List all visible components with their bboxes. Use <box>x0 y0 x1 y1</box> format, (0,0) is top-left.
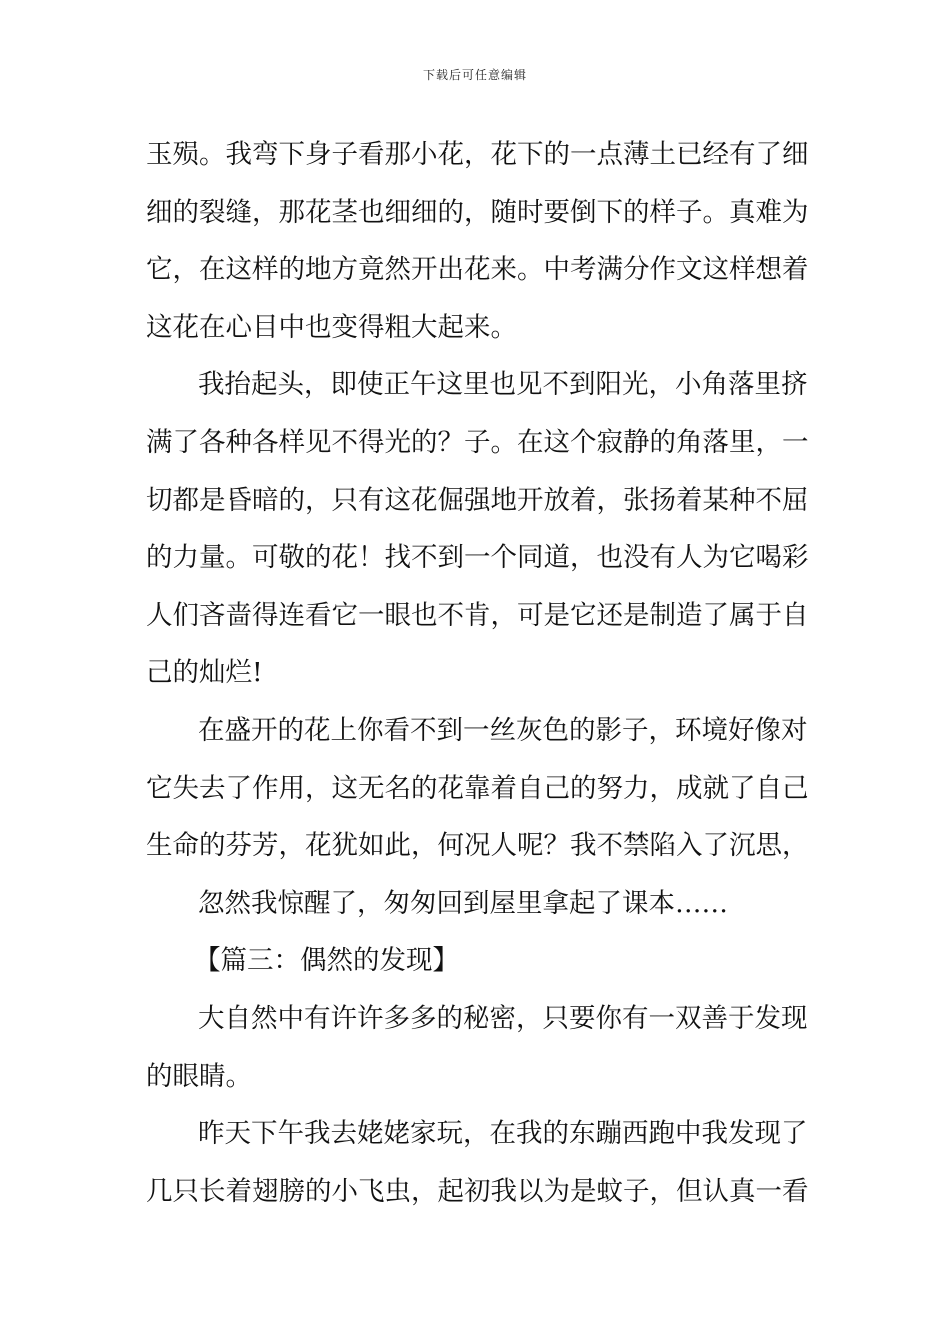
text-line: 人们吝啬得连看它一眼也不肯，可是它还是制造了属于自 <box>146 599 809 631</box>
text-line: 它，在这样的地方竟然开出花来。中考满分作文这样想着 <box>146 254 809 286</box>
text-line: 它失去了作用，这无名的花靠着自己的努力，成就了自己 <box>146 772 809 804</box>
text-line: 生命的芬芳，花犹如此，何况人呢？我不禁陷入了沉思， <box>146 830 809 862</box>
text-line: 昨天下午我去姥姥家玩，在我的东蹦西跑中我发现了 <box>198 1118 808 1150</box>
document-body <box>146 126 808 1220</box>
text-line: 己的灿烂! <box>146 657 263 689</box>
text-line: 的眼睛。 <box>146 1060 252 1092</box>
text-line: 满了各种各样见不得光的？子。在这个寂静的角落里，一 <box>146 426 809 458</box>
page-header: 下载后可任意编辑 <box>422 68 527 82</box>
text-line: 我抬起头，即使正午这里也见不到阳光，小角落里挤 <box>198 369 808 401</box>
text-line: 的力量。可敬的花！找不到一个同道，也没有人为它喝彩 <box>146 542 809 574</box>
text-line: 忽然我惊醒了，匆匆回到屋里拿起了课本…… <box>198 887 728 919</box>
text-line: 细的裂缝，那花茎也细细的，随时要倒下的样子。真难为 <box>146 196 809 228</box>
text-line: 切都是昏暗的，只有这花倔强地开放着，张扬着某种不屈 <box>146 484 809 516</box>
text-line: 玉殒。我弯下身子看那小花，花下的一点薄土已经有了细 <box>146 139 809 170</box>
text-line: 大自然中有许许多多的秘密，只要你有一双善于发现 <box>198 1002 808 1034</box>
text-line: 在盛开的花上你看不到一丝灰色的影子，环境好像对 <box>198 714 808 746</box>
section-heading: 【篇三：偶然的发现】 <box>194 945 459 977</box>
text-line: 几只长着翅膀的小飞虫，起初我以为是蚊子，但认真一看 <box>146 1175 809 1207</box>
text-line: 这花在心目中也变得粗大起来。 <box>146 311 517 343</box>
